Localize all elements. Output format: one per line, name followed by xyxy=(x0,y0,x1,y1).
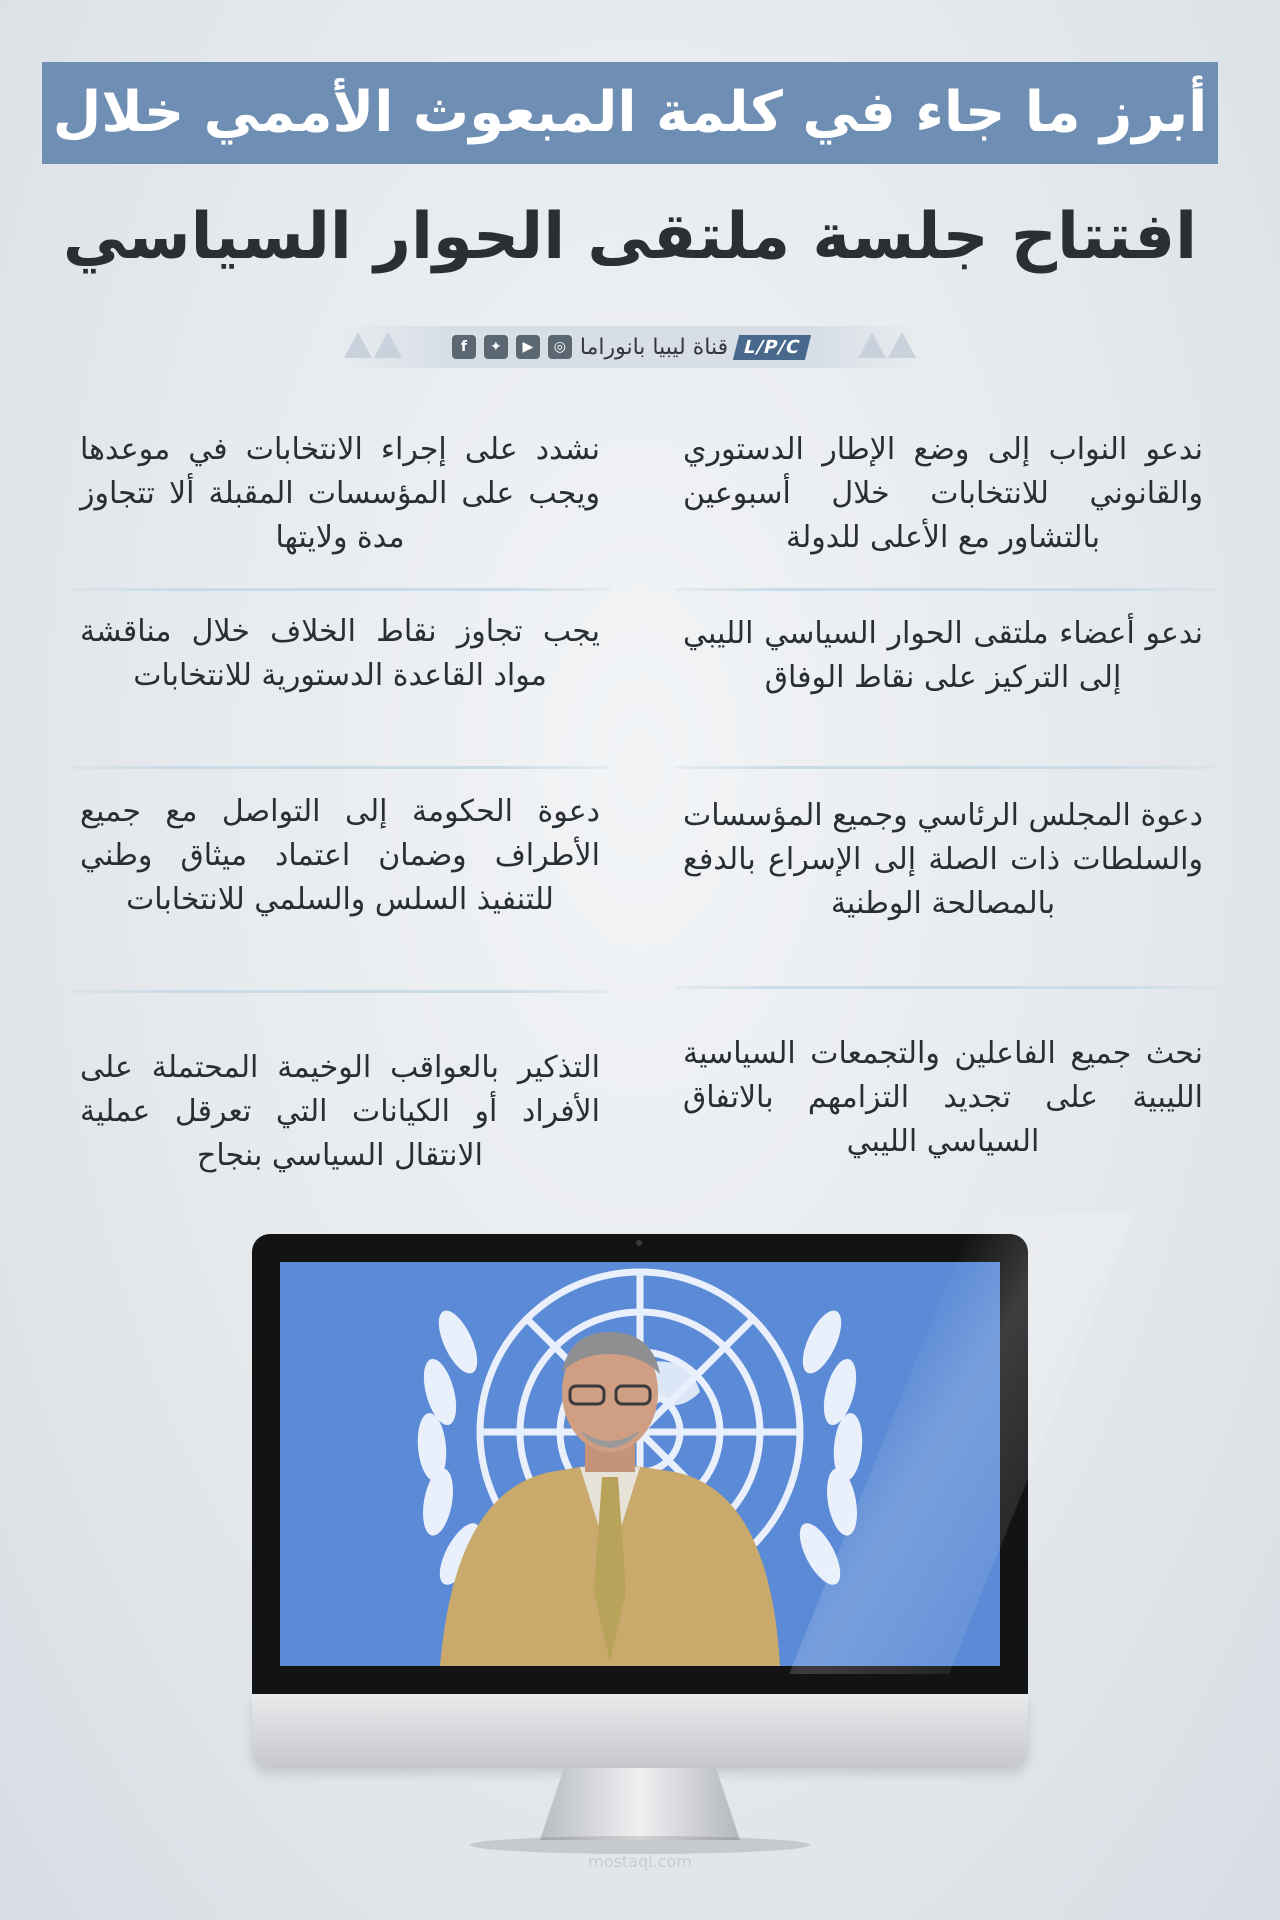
divider xyxy=(70,990,610,993)
decor-triangle xyxy=(888,332,916,358)
youtube-icon[interactable]: ▶ xyxy=(516,335,540,359)
twitter-icon[interactable]: ✦ xyxy=(484,335,508,359)
divider xyxy=(70,588,610,591)
divider xyxy=(675,766,1215,769)
monitor-stand xyxy=(540,1768,740,1840)
camera-icon xyxy=(636,1240,642,1246)
decor-triangle xyxy=(374,332,402,358)
point-right-1: ندعو النواب إلى وضع الإطار الدستوري والقانوني للانتخابات خلال أسبوعين بالتشاور مع الأعلى للدولة xyxy=(683,432,1203,555)
headline-line-2: افتتاح جلسة ملتقى الحوار السياسي xyxy=(62,200,1198,274)
instagram-icon[interactable]: ◎ xyxy=(548,335,572,359)
point-left-4: التذكير بالعواقب الوخيمة المحتملة على الأفراد أو الكيانات التي تعرقل عملية الانتقال السياسي بنجاح xyxy=(80,1050,600,1173)
point-right-2: ندعو أعضاء ملتقى الحوار السياسي الليبي إلى التركيز على نقاط الوفاق xyxy=(683,616,1203,695)
point-right-4: نحث جميع الفاعلين والتجمعات السياسية الليبية على تجديد التزامهم بالاتفاق السياسي الليبي xyxy=(683,1036,1203,1159)
headline-line-1: أبرز ما جاء في كلمة المبعوث الأممي خلال xyxy=(52,80,1208,145)
monitor xyxy=(252,1234,1028,1694)
point-left-3: دعوة الحكومة إلى التواصل مع جميع الأطراف وضمان اعتماد ميثاق وطني للتنفيذ السلس والسلمي للانتخابات xyxy=(80,794,600,917)
channel-name: قناة ليبيا بانوراما xyxy=(579,334,729,360)
point-left-1: نشدد على إجراء الانتخابات في موعدها ويجب على المؤسسات المقبلة ألا تتجاوز مدة ولايتها xyxy=(80,432,600,555)
brand-strip xyxy=(340,326,920,368)
monitor-chin xyxy=(252,1694,1028,1768)
facebook-icon[interactable]: f xyxy=(452,335,476,359)
decor-triangle xyxy=(344,332,372,358)
title-band xyxy=(42,62,1218,164)
divider xyxy=(70,766,610,769)
point-left-2: يجب تجاوز نقاط الخلاف خلال مناقشة مواد القاعدة الدستورية للانتخابات xyxy=(80,614,600,693)
decor-triangle xyxy=(858,332,886,358)
divider xyxy=(675,986,1215,989)
divider xyxy=(675,588,1215,591)
point-right-3: دعوة المجلس الرئاسي وجميع المؤسسات والسلطات ذات الصلة إلى الإسراع بالدفع بالمصالحة الوطنية xyxy=(683,798,1203,921)
lpc-logo: L/P/C xyxy=(733,335,811,360)
watermark: mostaql.com xyxy=(588,1852,692,1871)
